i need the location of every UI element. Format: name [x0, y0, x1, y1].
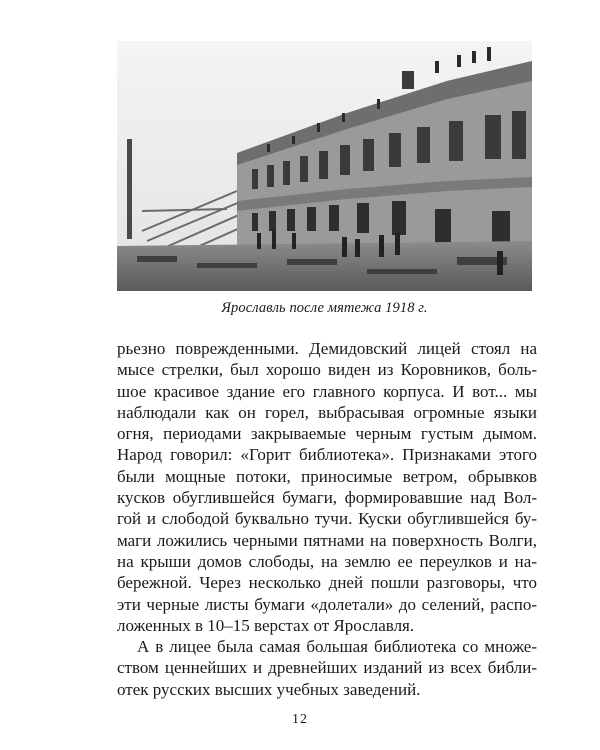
text-line: эти черные листы бумаги «долетали» до селений, распо- [117, 594, 537, 614]
historical-photo-ruined-building [117, 41, 532, 291]
text-line: Народ говорил: «Горит библиотека». Признаками этого [117, 445, 537, 465]
text-line: огня, периодами закрываемые черным густым дымом. [117, 424, 537, 444]
page-number: 12 [292, 712, 308, 727]
text-line: отек русских высших учебных заведений. [117, 679, 421, 699]
text-line: ством ценнейших и древнейших изданий из всех библи- [117, 658, 537, 678]
body-text [117, 338, 537, 700]
text-line: на крыши домов слободы, на землю ее переулков и на- [117, 551, 537, 571]
text-line: бережной. Через несколько дней пошли разговоры, что [117, 573, 537, 593]
text-line: мысе стрелки, был хорошо виден из Коровников, боль- [117, 360, 537, 380]
text-line: А в лицее была самая большая библиотека со множе- [137, 637, 537, 657]
text-line: кусков обуглившейся бумаги, формировавшие над Вол- [117, 488, 537, 508]
text-line: маги ложились черными пятнами на поверхность Волги, [117, 530, 537, 550]
text-line: гой и слободой буквально тучи. Куски обуглившейся бу- [117, 509, 537, 529]
text-line: шое красивое здание его главного корпуса. И вот... мы [117, 381, 537, 401]
text-line: наблюдали как он горел, выбрасывая огромные языки [117, 402, 537, 422]
text-line: были мощные потоки, приносимые ветром, обрывков [117, 466, 537, 486]
photo-caption: Ярославль после мятежа 1918 г. [221, 300, 428, 316]
text-line: ложенных в 10–15 верстах от Ярославля. [117, 615, 415, 635]
text-line: рьезно поврежденными. Демидовский лицей стоял на [117, 339, 537, 358]
